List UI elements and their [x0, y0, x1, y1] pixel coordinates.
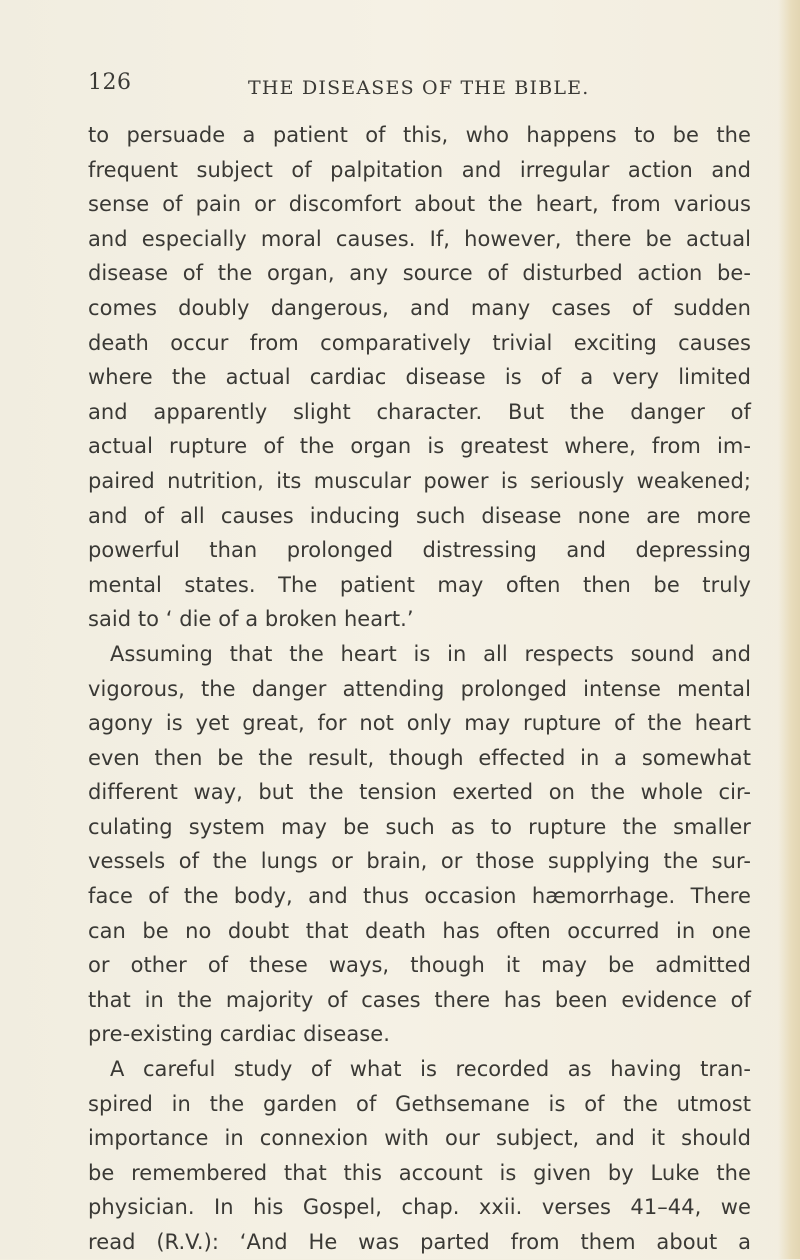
page-edge-shadow — [778, 0, 800, 1259]
text-line: said to ‘ die of a broken heart.’ — [88, 607, 414, 632]
text-line: powerful than prolonged distressing and depressing — [88, 538, 751, 563]
running-head: THE DISEASES OF THE BIBLE. — [248, 77, 590, 99]
text-line: sense of pain or discomfort about the heart, from various — [88, 192, 751, 217]
text-line: A careful study of what is recorded as having tran- — [110, 1057, 751, 1082]
text-line: face of the body, and thus occasion hæmorrhage. There — [88, 884, 751, 909]
text-line: importance in connexion with our subject, and it should — [88, 1126, 751, 1151]
text-line: can be no doubt that death has often occurred in one — [88, 918, 751, 943]
text-line: mental states. The patient may often then be truly — [88, 572, 751, 597]
text-line: to persuade a patient of this, who happens to be the — [88, 123, 751, 147]
page-number: 126 — [88, 70, 132, 95]
text-line: paired nutrition, its muscular power is seriously weakened; — [88, 468, 751, 493]
text-line: comes doubly dangerous, and many cases of sudden — [88, 295, 751, 320]
text-line: be remembered that this account is given by Luke the — [88, 1160, 751, 1185]
text-line: and apparently slight character. But the danger of — [88, 399, 751, 424]
text-line: where the actual cardiac disease is of a very limited — [88, 365, 751, 390]
text-line: culating system may be such as to rupture the smaller — [88, 814, 751, 839]
text-line: actual rupture of the organ is greatest where, from im- — [88, 434, 751, 459]
text-line: death occur from comparatively trivial exciting causes — [88, 330, 751, 355]
text-line: vessels of the lungs or brain, or those supplying the sur- — [88, 849, 751, 874]
text-line: read (R.V.): ‘And He was parted from them about a — [88, 1230, 751, 1254]
text-line: or other of these ways, though it may be admitted — [88, 953, 751, 978]
text-line: different way, but the tension exerted on the whole cir- — [88, 780, 751, 805]
text-line: Assuming that the heart is in all respects sound and — [110, 641, 751, 666]
text-line: and especially moral causes. If, however, there be actual — [88, 226, 751, 251]
text-line: vigorous, the danger attending prolonged intense mental — [88, 676, 751, 701]
text-line: even then be the result, though effected in a somewhat — [88, 745, 751, 770]
text-line: spired in the garden of Gethsemane is of the utmost — [88, 1091, 751, 1116]
text-line: that in the majority of cases there has been evidence of — [88, 987, 751, 1012]
text-line: disease of the organ, any source of disturbed action be- — [88, 261, 751, 286]
body-text — [88, 118, 751, 1260]
text-line: agony is yet great, for not only may rupture of the heart — [88, 711, 751, 736]
text-line: physician. In his Gospel, chap. xxii. verses 41–44, we — [88, 1195, 751, 1220]
text-line: and of all causes inducing such disease none are more — [88, 503, 751, 528]
text-line: pre-existing cardiac disease. — [88, 1022, 390, 1047]
page-header — [88, 70, 748, 110]
text-line: frequent subject of palpitation and irregular action and — [88, 157, 751, 182]
